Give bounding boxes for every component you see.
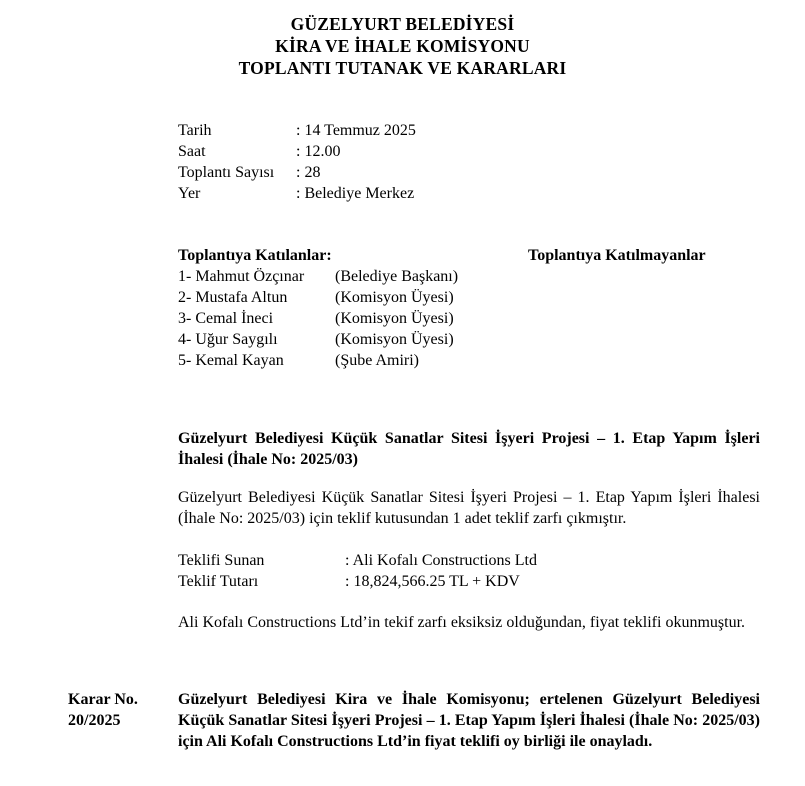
attendee-row xyxy=(178,308,528,329)
title-line-commission: KİRA VE İHALE KOMİSYONU xyxy=(275,36,530,56)
decision-number: 20/2025 xyxy=(68,712,121,729)
decision-section xyxy=(68,689,760,752)
bid-note-paragraph: Ali Kofalı Constructions Ltd’in tekif zarfı eksiksiz olduğundan, fiyat teklifi okunmuştur. xyxy=(178,614,746,631)
attendee-row xyxy=(178,266,528,287)
meta-label-meeting-number: Toplantı Sayısı xyxy=(178,164,275,181)
meta-value-date: : 14 Temmuz 2025 xyxy=(296,122,416,139)
meta-value-meeting-number: : 28 xyxy=(296,164,321,181)
attendee-number: 2- xyxy=(178,289,192,306)
present-heading: Toplantıya Katılanlar: xyxy=(178,247,332,264)
attendee-row xyxy=(178,350,528,371)
meta-value-time: : 12.00 xyxy=(296,143,341,160)
bid-value-amount: : 18,824,566.25 TL + KDV xyxy=(345,573,520,590)
attendee-number: 4- xyxy=(178,331,192,348)
bid-label-bidder: Teklifi Sunan xyxy=(178,552,265,569)
attendees-absent xyxy=(528,245,760,371)
meta-label-date: Tarih xyxy=(178,122,212,139)
attendee-row xyxy=(178,329,528,350)
meta-label-place: Yer xyxy=(178,185,201,202)
title-line-minutes: TOPLANTI TUTANAK VE KARARLARI xyxy=(238,58,567,78)
attendee-name: 4- Uğur Saygılı xyxy=(178,331,278,348)
decision-number-label: Karar No. xyxy=(68,691,138,708)
attendance-section xyxy=(178,245,760,371)
attendee-number: 3- xyxy=(178,310,192,327)
tender-intro-paragraph: Güzelyurt Belediyesi Küçük Sanatlar Sitesi İşyeri Projesi – 1. Etap Yapım İşleri İhalesi (İhale No: 2025/03) için teklif kutusundan 1 adet teklif zarfı çıkmıştır. xyxy=(178,489,760,527)
absent-heading: Toplantıya Katılmayanlar xyxy=(528,247,706,264)
attendee-role: (Şube Amiri) xyxy=(335,352,419,369)
attendee-number: 5- xyxy=(178,352,192,369)
attendee-number: 1- xyxy=(178,268,192,285)
attendee-name: 3- Cemal İneci xyxy=(178,310,274,327)
attendee-row xyxy=(178,287,528,308)
bid-label-amount: Teklif Tutarı xyxy=(178,573,259,590)
attendee-role: (Komisyon Üyesi) xyxy=(335,289,454,306)
attendee-name: 5- Kemal Kayan xyxy=(178,352,284,369)
attendees-present xyxy=(178,245,528,371)
decision-text: Güzelyurt Belediyesi Kira ve İhale Komisyonu; ertelenen Güzelyurt Belediyesi Küçük Sanatlar Sitesi İşyeri Projesi – 1. Etap Yapım İşleri İhalesi (İhale No: 2025/03) için Ali Kofalı Constructions Ltd’in fiyat teklifi oy birliği ile onayladı. xyxy=(178,691,760,750)
attendee-name: 1- Mahmut Özçınar xyxy=(178,268,305,285)
bid-row-bidder xyxy=(178,550,678,571)
attendee-name: 2- Mustafa Altun xyxy=(178,289,288,306)
meta-label-time: Saat xyxy=(178,143,206,160)
title-line-municipality: GÜZELYURT BELEDİYESİ xyxy=(290,14,515,34)
bid-row-amount xyxy=(178,571,678,592)
attendee-role: (Komisyon Üyesi) xyxy=(335,310,454,327)
meta-row-place xyxy=(178,183,578,204)
decision-number-block xyxy=(68,689,178,752)
meta-value-place: : Belediye Merkez xyxy=(296,185,415,202)
bid-value-bidder: : Ali Kofalı Constructions Ltd xyxy=(345,552,537,569)
meeting-meta xyxy=(178,120,578,204)
meta-row-meeting-number xyxy=(178,162,578,183)
attendee-role: (Komisyon Üyesi) xyxy=(335,331,454,348)
meta-row-date xyxy=(178,120,578,141)
meta-row-time xyxy=(178,141,578,162)
bid-details xyxy=(178,550,678,592)
attendee-role: (Belediye Başkanı) xyxy=(335,268,459,285)
document-title xyxy=(0,13,805,79)
tender-subject-heading: Güzelyurt Belediyesi Küçük Sanatlar Sitesi İşyeri Projesi – 1. Etap Yapım İşleri İhalesi (İhale No: 2025/03) xyxy=(178,430,760,468)
